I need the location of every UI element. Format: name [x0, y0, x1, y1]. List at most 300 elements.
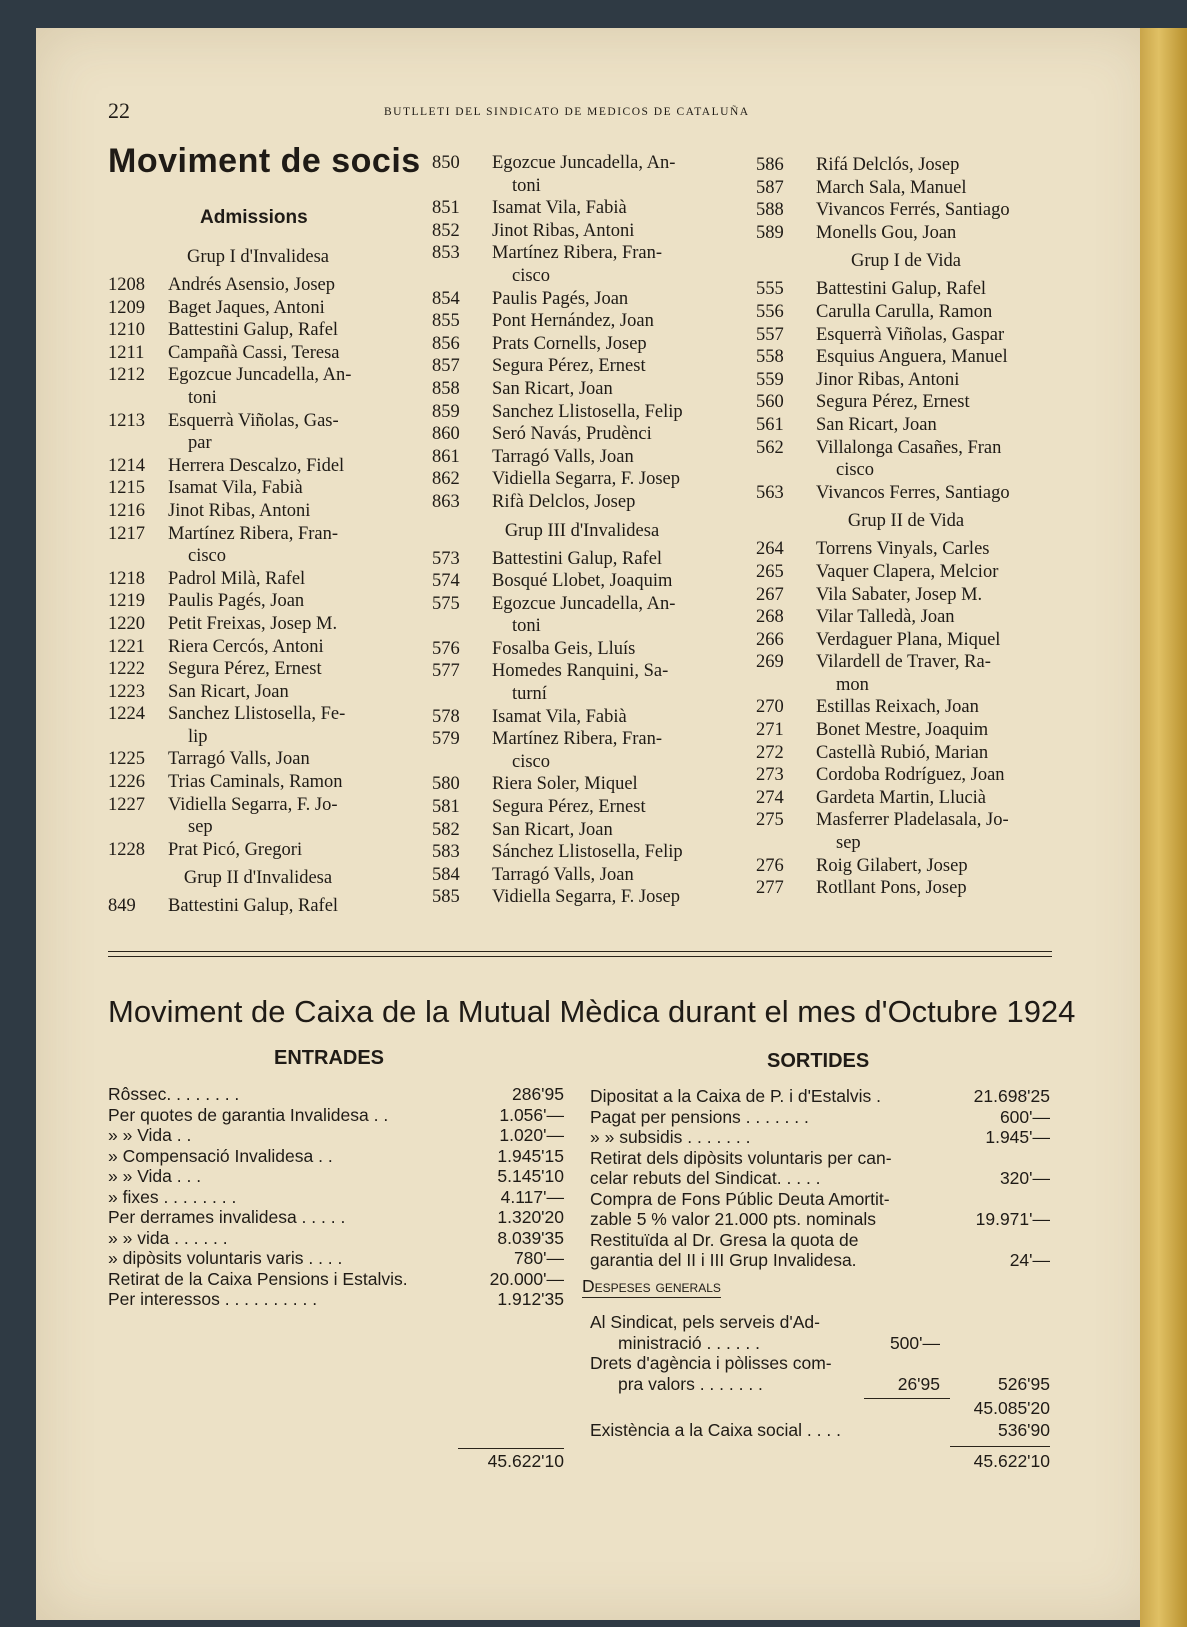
member-number: 585: [432, 887, 460, 908]
member-row: [432, 548, 732, 571]
member-row: [756, 606, 1056, 629]
member-number: 1212: [108, 365, 145, 386]
member-number: 558: [756, 347, 784, 368]
member-name: Segura Pérez, Ernest: [816, 392, 970, 413]
member-name: Castellà Rubió, Marian: [816, 742, 989, 763]
member-row: [432, 468, 732, 491]
ledger-amount: 21.698'25: [973, 1086, 1050, 1106]
member-row: [432, 728, 732, 751]
ledger-amount: 1.320'20: [497, 1207, 564, 1227]
entrades-heading: ENTRADES: [274, 1047, 385, 1069]
member-row: [108, 895, 408, 918]
member-number: 277: [756, 878, 784, 899]
member-number: 850: [432, 153, 460, 173]
member-name: Roig Gilabert, Josep: [816, 855, 968, 876]
ledger-label: Dipositat a la Caixa de P. i d'Estalvis .: [590, 1086, 881, 1106]
member-name: Cordoba Rodríguez, Joan: [816, 765, 1005, 786]
member-name: Esquerrà Viñolas, Gaspar: [816, 324, 1005, 345]
member-name: Seró Navás, Prudènci: [492, 424, 652, 445]
member-number: 854: [432, 288, 460, 309]
member-number: 555: [756, 279, 784, 300]
member-number: 857: [432, 356, 460, 377]
member-row: [432, 638, 732, 661]
member-name: Homedes Ranquini, Sa-: [492, 661, 669, 682]
member-number: 1225: [108, 749, 145, 770]
member-number: 852: [432, 220, 460, 241]
member-row: [108, 319, 408, 342]
member-name: Martínez Ribera, Fran-: [492, 729, 663, 750]
member-row: [432, 401, 732, 424]
member-number: [432, 615, 492, 638]
ledger-label: Retirat de la Caixa Pensions i Estalvis.: [108, 1268, 408, 1289]
ledger-label: Restituïda al Dr. Gresa la quota de: [590, 1229, 859, 1250]
member-row: [756, 459, 1056, 482]
member-name: Pont Hernández, Joan: [492, 311, 654, 332]
member-number: 860: [432, 424, 460, 445]
member-row: [108, 410, 408, 433]
member-number: 274: [756, 787, 784, 808]
member-row: [756, 855, 1056, 878]
ledger-label: Rôssec. . . . . . . .: [108, 1084, 240, 1104]
member-name: Riera Cercós, Antoni: [168, 636, 324, 657]
member-row: [108, 500, 408, 523]
member-name: Jinot Ribas, Antoni: [168, 500, 311, 521]
sum-line: [864, 1398, 950, 1399]
member-row: [432, 773, 732, 796]
ledger-label: » dipòsits voluntaris varis . . . .: [108, 1248, 343, 1268]
member-name: Bonet Mestre, Joaquim: [816, 720, 989, 741]
member-number: 573: [432, 548, 460, 569]
ledger-amount: 1.945'15: [497, 1145, 564, 1166]
member-name: Egozcue Juncadella, An-: [492, 153, 676, 173]
member-name: toni: [512, 175, 541, 196]
member-number: 862: [432, 469, 460, 490]
member-name: Vilar Talledà, Joan: [816, 607, 955, 628]
socis-column-1: [108, 240, 408, 918]
member-number: 1226: [108, 772, 145, 793]
member-number: 1222: [108, 659, 145, 680]
member-name: Battestini Galup, Rafel: [492, 548, 663, 569]
ledger-amount: 5.145'10: [497, 1166, 564, 1186]
member-row: [756, 199, 1056, 222]
ledger-amount: 1.912'35: [497, 1289, 564, 1309]
member-row: [756, 696, 1056, 719]
member-number: 584: [432, 864, 460, 885]
divider-rule: [108, 956, 1052, 957]
member-name: Trias Caminals, Ramon: [168, 772, 343, 793]
member-row: [432, 683, 732, 706]
member-name: Vidiella Segarra, F. Jo-: [168, 794, 338, 815]
member-name: mon: [836, 674, 869, 695]
ledger-label: » » Vida . .: [108, 1125, 192, 1145]
member-row: [432, 288, 732, 311]
member-row: [432, 491, 732, 514]
member-row: [108, 297, 408, 320]
despesa-subamount: 500'—: [889, 1332, 940, 1353]
socis-title: Moviment de socis: [108, 142, 421, 180]
member-name: Paulis Pagés, Joan: [492, 288, 629, 309]
running-title: BUTLLETI DEL SINDICATO DE MEDICOS DE CATALUÑA: [384, 106, 750, 118]
member-row: [432, 355, 732, 378]
sortides-total-line: [950, 1446, 1050, 1447]
ledger-amount: 20.000'—: [489, 1268, 564, 1289]
member-name: Vidiella Segarra, F. Josep: [492, 887, 681, 908]
member-row: [108, 794, 408, 817]
member-name: Battestini Galup, Rafel: [168, 320, 339, 341]
member-number: 575: [432, 593, 460, 614]
member-name: Carulla Carulla, Ramon: [816, 301, 993, 322]
ledger-label: » » vida . . . . . .: [108, 1227, 228, 1248]
member-row: [108, 748, 408, 771]
member-name: Egozcue Juncadella, An-: [168, 365, 352, 386]
member-row: [108, 590, 408, 613]
member-name: San Ricart, Joan: [816, 414, 937, 435]
member-number: 851: [432, 198, 460, 219]
member-number: [432, 175, 492, 198]
member-number: 1209: [108, 297, 145, 318]
member-name: Prat Picó, Gregori: [168, 839, 303, 860]
entrades-total: 45.622'10: [487, 1451, 564, 1471]
member-number: 577: [432, 661, 460, 682]
ledger-amount: 780'—: [513, 1248, 564, 1268]
member-name: Sánchez Llistosella, Felip: [492, 842, 683, 863]
member-row: [756, 369, 1056, 392]
member-row: [432, 220, 732, 243]
member-name: Martínez Ribera, Fran-: [492, 243, 663, 264]
member-row: [432, 378, 732, 401]
member-number: 861: [432, 446, 460, 467]
member-row: [432, 197, 732, 220]
ledger-amount: 320'—: [999, 1168, 1050, 1188]
ledger-label: Retirat dels dipòsits voluntaris per can-: [590, 1147, 892, 1168]
member-number: 583: [432, 842, 460, 863]
member-number: 1216: [108, 500, 145, 521]
member-name: Vilardell de Traver, Ra-: [816, 652, 991, 673]
member-name: Vaquer Clapera, Melcior: [816, 561, 999, 582]
member-number: [108, 726, 168, 749]
ledger-label: Per quotes de garantia Invalidesa . .: [108, 1104, 389, 1125]
member-row: [756, 324, 1056, 347]
ledger-amount: 286'95: [511, 1084, 564, 1104]
member-row: [432, 706, 732, 729]
member-number: [432, 265, 492, 288]
member-row: [432, 446, 732, 469]
member-number: 1210: [108, 320, 145, 341]
member-row: [108, 726, 408, 749]
member-name: San Ricart, Joan: [168, 681, 289, 702]
member-row: [108, 658, 408, 681]
member-name: Tarragó Valls, Joan: [492, 864, 634, 885]
member-row: [108, 636, 408, 659]
member-row: [432, 796, 732, 819]
member-name: Villalonga Casañes, Fran: [816, 437, 1002, 458]
ledger-label: zable 5 % valor 21.000 pts. nominals: [590, 1209, 876, 1229]
member-row: [108, 681, 408, 704]
member-name: Estillas Reixach, Joan: [816, 697, 979, 718]
despesa-label: pra valors . . . . . . .: [618, 1373, 763, 1394]
member-row: [756, 222, 1056, 245]
ledger-label: Compra de Fons Públic Deuta Amortit-: [590, 1188, 890, 1209]
socis-column-3: [756, 154, 1056, 900]
member-row: [756, 278, 1056, 301]
member-row: [756, 414, 1056, 437]
member-number: 276: [756, 855, 784, 876]
member-name: Esquius Anguera, Manuel: [816, 347, 1008, 368]
group-heading: Grup II d'Invalidesa: [183, 868, 333, 889]
member-row: [108, 523, 408, 546]
member-name: Rotllant Pons, Josep: [816, 878, 967, 899]
member-number: 1208: [108, 275, 145, 295]
member-row: [432, 175, 732, 198]
member-number: 266: [756, 629, 784, 650]
member-number: [756, 832, 816, 855]
member-name: Vivancos Ferrés, Santiago: [816, 200, 1010, 221]
member-name: par: [188, 433, 212, 454]
member-number: 863: [432, 491, 460, 512]
member-number: 1221: [108, 636, 145, 657]
member-name: sep: [836, 833, 861, 854]
member-row: [432, 570, 732, 593]
member-row: [756, 719, 1056, 742]
member-name: Torrens Vinyals, Carles: [816, 539, 990, 560]
member-name: San Ricart, Joan: [492, 819, 613, 840]
member-number: 576: [432, 638, 460, 659]
member-row: [756, 787, 1056, 810]
member-name: Sanchez Llistosella, Felip: [492, 401, 683, 422]
member-name: Fosalba Geis, Lluís: [492, 638, 636, 659]
member-number: 589: [756, 222, 784, 243]
despeses-heading: Despeses generals: [582, 1276, 721, 1296]
member-row: [432, 333, 732, 356]
ledger-label: » » subsidis . . . . . . .: [590, 1127, 751, 1147]
member-number: [108, 432, 168, 455]
member-row: [756, 177, 1056, 200]
member-row: [756, 764, 1056, 787]
member-number: 856: [432, 333, 460, 354]
ledger-amount: 1.945'—: [985, 1127, 1050, 1147]
member-number: 557: [756, 324, 784, 345]
member-name: Jinot Ribas, Antoni: [492, 220, 635, 241]
ledger-label: » fixes . . . . . . . .: [108, 1186, 237, 1207]
member-number: 560: [756, 392, 784, 413]
group-heading: Grup II de Vida: [847, 511, 965, 532]
member-name: Verdaguer Plana, Miquel: [816, 629, 1001, 650]
member-row: [756, 832, 1056, 855]
entrades-total-line: [458, 1448, 564, 1449]
member-row: [108, 613, 408, 636]
member-number: 1224: [108, 704, 145, 725]
member-name: Segura Pérez, Ernest: [492, 356, 646, 377]
member-name: Masferrer Pladelasala, Jo-: [816, 810, 1009, 831]
member-number: 853: [432, 243, 460, 264]
member-number: 561: [756, 414, 784, 435]
member-row: [108, 364, 408, 387]
member-number: 588: [756, 200, 784, 221]
member-row: [756, 301, 1056, 324]
member-row: [108, 455, 408, 478]
member-number: 273: [756, 765, 784, 786]
member-number: 559: [756, 369, 784, 390]
member-number: 582: [432, 819, 460, 840]
member-name: San Ricart, Joan: [492, 378, 613, 399]
member-name: Andrés Asensio, Josep: [168, 275, 336, 295]
member-row: [756, 651, 1056, 674]
group-heading: Grup I d'Invalidesa: [186, 247, 330, 267]
member-row: [432, 841, 732, 864]
member-name: Tarragó Valls, Joan: [168, 749, 310, 770]
member-name: Segura Pérez, Ernest: [168, 659, 322, 680]
ledger-amount: 4.117'—: [500, 1186, 564, 1207]
group-heading: Grup III d'Invalidesa: [504, 520, 660, 541]
member-name: Martínez Ribera, Fran-: [168, 523, 339, 544]
member-name: cisco: [512, 751, 551, 772]
member-number: 563: [756, 482, 784, 503]
member-number: 1227: [108, 794, 145, 815]
member-name: Rifá Delclós, Josep: [816, 155, 960, 175]
member-name: toni: [188, 387, 217, 408]
member-number: 271: [756, 720, 784, 741]
ledger-label: » Compensació Invalidesa . .: [108, 1145, 333, 1166]
group-heading: Grup I de Vida: [850, 251, 962, 272]
divider-rule: [108, 951, 1052, 952]
member-number: 579: [432, 729, 460, 750]
member-row: [432, 864, 732, 887]
member-number: 1214: [108, 455, 145, 476]
member-name: Esquerrà Viñolas, Gas-: [168, 410, 339, 431]
socis-column-2: [432, 152, 732, 909]
member-number: 270: [756, 697, 784, 718]
member-number: 269: [756, 652, 784, 673]
member-name: turní: [512, 684, 547, 705]
member-name: Isamat Vila, Fabià: [168, 478, 303, 499]
ledger-label: celar rebuts del Sindicat. . . . .: [590, 1168, 821, 1188]
member-number: 1223: [108, 681, 145, 702]
member-name: Battestini Galup, Rafel: [168, 896, 339, 917]
member-row: [108, 432, 408, 455]
member-number: 1215: [108, 478, 145, 499]
member-name: Paulis Pagés, Joan: [168, 591, 305, 612]
member-number: 574: [432, 571, 460, 592]
member-name: Prats Cornells, Josep: [492, 333, 647, 354]
member-name: sep: [188, 817, 213, 838]
member-row: [432, 242, 732, 265]
member-name: Vivancos Ferres, Santiago: [816, 482, 1010, 503]
member-row: [108, 477, 408, 500]
despesa-label: Drets d'agència i pòlisses com-: [590, 1353, 832, 1373]
member-row: [432, 152, 732, 175]
member-row: [432, 886, 732, 909]
member-row: [756, 346, 1056, 369]
member-number: 272: [756, 742, 784, 763]
member-row: [756, 391, 1056, 414]
page-number: 22: [108, 98, 130, 123]
member-row: [756, 674, 1056, 697]
member-row: [756, 538, 1056, 561]
member-row: [108, 568, 408, 591]
member-number: 264: [756, 539, 784, 560]
member-row: [432, 819, 732, 842]
sortides-heading: SORTIDES: [767, 1050, 870, 1072]
member-row: [756, 561, 1056, 584]
member-name: Petit Freixas, Josep M.: [168, 613, 338, 634]
page-edge: [1140, 28, 1187, 1627]
member-row: [108, 771, 408, 794]
ledger-amount: 600'—: [999, 1106, 1050, 1127]
member-number: 267: [756, 584, 784, 605]
admissions-heading: Admissions: [200, 207, 308, 228]
member-number: 1217: [108, 523, 145, 544]
member-name: cisco: [836, 460, 875, 481]
member-number: 859: [432, 401, 460, 422]
member-number: 1218: [108, 568, 145, 589]
ledger-label: garantia del II i III Grup Invalidesa.: [590, 1250, 857, 1270]
member-name: Riera Soler, Miquel: [492, 774, 638, 795]
member-number: 578: [432, 706, 460, 727]
member-row: [432, 751, 732, 774]
member-name: Segura Pérez, Ernest: [492, 797, 646, 818]
member-number: 556: [756, 301, 784, 322]
member-name: Bosqué Llobet, Joaquim: [492, 571, 673, 592]
member-number: 1228: [108, 839, 145, 860]
ledger-amount: 8.039'35: [497, 1227, 564, 1248]
member-row: [756, 437, 1056, 460]
member-number: [756, 674, 816, 697]
member-number: 858: [432, 378, 460, 399]
member-row: [108, 703, 408, 726]
member-row: [432, 265, 732, 288]
despesa-label: Al Sindicat, pels serveis d'Ad-: [590, 1312, 820, 1332]
member-number: [756, 459, 816, 482]
member-row: [756, 877, 1056, 900]
member-number: [432, 683, 492, 706]
existencia-amount: 536'90: [997, 1420, 1050, 1440]
member-name: Isamat Vila, Fabià: [492, 706, 627, 727]
member-row: [108, 839, 408, 862]
member-number: 562: [756, 437, 784, 458]
member-number: [108, 545, 168, 568]
despesa-amount: 526'95: [997, 1373, 1050, 1394]
sortides-total: 45.622'10: [973, 1451, 1050, 1471]
caixa-title: Moviment de Caixa de la Mutual Mèdica durant el mes d'Octubre 1924: [108, 994, 1076, 1029]
member-name: Padrol Milà, Rafel: [168, 568, 306, 589]
member-number: 580: [432, 774, 460, 795]
member-number: 275: [756, 810, 784, 831]
member-number: 855: [432, 311, 460, 332]
member-name: cisco: [188, 546, 227, 567]
ledger-label: Pagat per pensions . . . . . . .: [590, 1106, 809, 1127]
member-name: lip: [188, 726, 208, 747]
member-name: Egozcue Juncadella, An-: [492, 593, 676, 614]
member-number: 1213: [108, 410, 145, 431]
ledger-amount: 24'—: [1009, 1250, 1050, 1270]
member-name: Vidiella Segarra, F. Josep: [492, 469, 681, 490]
member-row: [756, 809, 1056, 832]
ledger-amount: 1.020'—: [499, 1125, 564, 1145]
ledger-amount: 1.056'—: [499, 1104, 564, 1125]
member-row: [432, 423, 732, 446]
member-number: 1211: [108, 342, 145, 363]
member-number: 587: [756, 177, 784, 198]
member-row: [756, 629, 1056, 652]
subtotal-amount: 45.085'20: [973, 1398, 1050, 1418]
member-row: [756, 742, 1056, 765]
despesa-label: ministració . . . . . .: [618, 1332, 760, 1353]
member-row: [108, 274, 408, 297]
member-name: Herrera Descalzo, Fidel: [168, 455, 345, 476]
member-name: March Sala, Manuel: [816, 177, 967, 198]
member-number: [432, 751, 492, 774]
member-name: Sanchez Llistosella, Fe-: [168, 704, 346, 725]
